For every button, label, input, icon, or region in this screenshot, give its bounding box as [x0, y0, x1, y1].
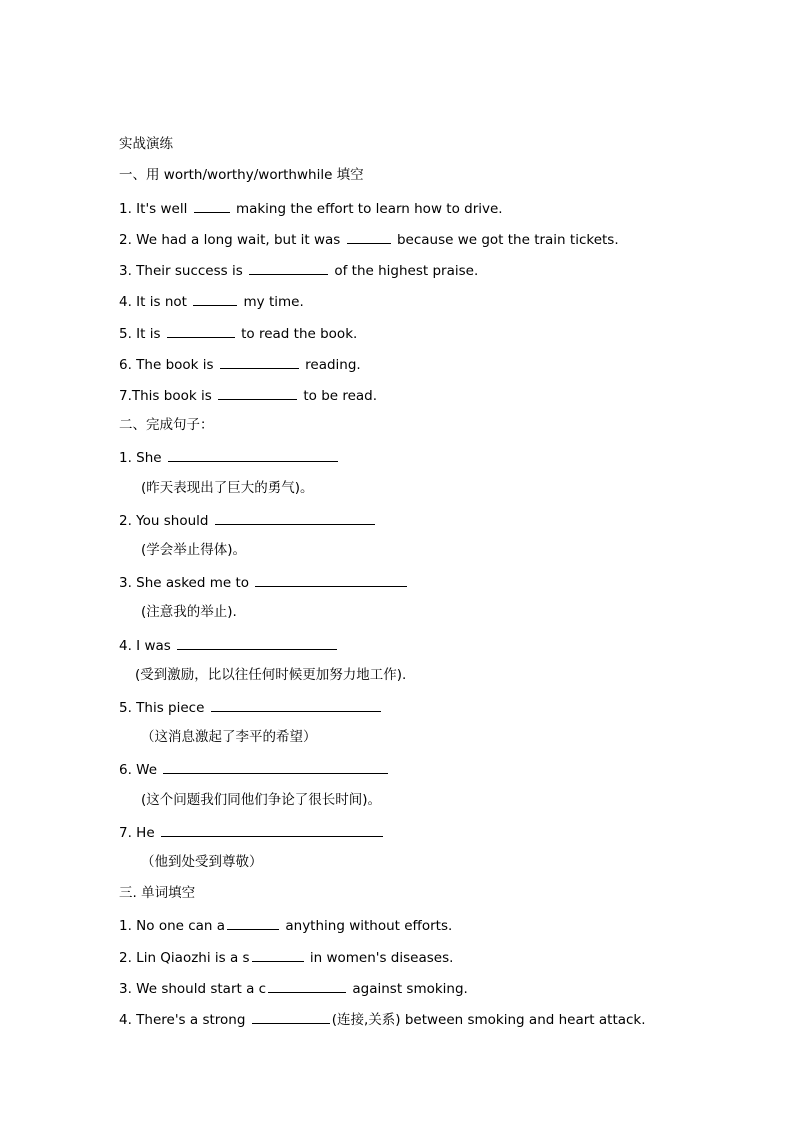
section2-item-2: [119, 510, 377, 530]
section3-item-2: [119, 947, 453, 967]
answer-blank[interactable]: [194, 198, 230, 213]
item-prompt: 5. This piece: [119, 700, 205, 716]
section1-item-7: [119, 385, 377, 405]
answer-blank[interactable]: [347, 229, 391, 244]
section2-item-5: [119, 697, 383, 717]
section2-item-3: [119, 572, 409, 592]
section2-item-4: [119, 635, 339, 655]
section3-heading: 三. 单词填空: [119, 885, 196, 901]
item-text-after: my time.: [243, 294, 304, 310]
item-text-after: (连接,关系) between smoking and heart attack.: [331, 1012, 646, 1028]
section2-hint-2: (学会举止得体)。: [141, 542, 247, 558]
item-text-after: because we got the train tickets.: [396, 232, 619, 248]
item-text-after: in women's diseases.: [309, 950, 454, 966]
item-prompt: 7. He: [119, 825, 155, 841]
item-text-before: 6. The book is: [119, 357, 214, 373]
answer-blank[interactable]: [220, 354, 299, 369]
section2-hint-3: (注意我的举止).: [141, 604, 237, 620]
answer-blank[interactable]: [215, 510, 375, 525]
section2-item-1: [119, 447, 340, 467]
item-text-after: of the highest praise.: [334, 263, 479, 279]
answer-blank[interactable]: [218, 385, 297, 400]
answer-blank[interactable]: [161, 822, 383, 837]
item-prompt: 1. She: [119, 450, 162, 466]
item-text-before: 1. No one can a: [119, 918, 226, 934]
item-text-before: 3. We should start a c: [119, 981, 267, 997]
answer-blank[interactable]: [255, 572, 407, 587]
item-text-before: 2. Lin Qiaozhi is a s: [119, 950, 250, 966]
item-text-before: 5. It is: [119, 326, 161, 342]
item-prompt: 4. I was: [119, 638, 171, 654]
section2-hint-1: (昨天表现出了巨大的勇气)。: [141, 480, 314, 496]
section2-hint-6: (这个问题我们同他们争论了很长时间)。: [141, 792, 382, 808]
answer-blank[interactable]: [227, 915, 279, 930]
item-text-after: against smoking.: [352, 981, 468, 997]
item-text-after: anything without efforts.: [285, 918, 453, 934]
item-prompt: 6. We: [119, 762, 158, 778]
answer-blank[interactable]: [252, 947, 304, 962]
answer-blank[interactable]: [249, 260, 328, 275]
section3-item-1: [119, 915, 452, 935]
item-text-before: 3. Their success is: [119, 263, 243, 279]
item-text-before: 4. It is not: [119, 294, 187, 310]
item-text-after: to read the book.: [241, 326, 358, 342]
section1-item-6: [119, 354, 361, 374]
page-title: 实战演练: [119, 136, 173, 152]
item-text-before: 2. We had a long wait, but it was: [119, 232, 341, 248]
section2-hint-4: (受到激励，比以往任何时候更加努力地工作).: [135, 667, 407, 683]
answer-blank[interactable]: [211, 697, 381, 712]
answer-blank[interactable]: [268, 978, 346, 993]
item-prompt: 2. You should: [119, 513, 209, 529]
item-text-before: 4. There's a strong: [119, 1012, 246, 1028]
item-text-after: reading.: [305, 357, 361, 373]
answer-blank[interactable]: [168, 447, 338, 462]
section3-item-4: [119, 1009, 646, 1029]
item-text-before: 7.This book is: [119, 388, 212, 404]
item-text-before: 1. It's well: [119, 201, 188, 217]
section2-item-7: [119, 822, 385, 842]
item-prompt: 3. She asked me to: [119, 575, 250, 591]
answer-blank[interactable]: [167, 323, 235, 338]
section1-item-3: [119, 260, 478, 280]
answer-blank[interactable]: [163, 759, 388, 774]
item-text-after: to be read.: [303, 388, 378, 404]
section2-hint-7: （他到处受到尊敬）: [141, 854, 263, 870]
section1-item-1: [119, 198, 503, 218]
section1-heading: 一、用 worth/worthy/worthwhile 填空: [119, 167, 364, 183]
section1-item-2: [119, 229, 619, 249]
section1-item-5: [119, 323, 357, 343]
section2-hint-5: （这消息激起了李平的希望）: [141, 729, 317, 745]
item-text-after: making the effort to learn how to drive.: [235, 201, 503, 217]
section3-item-3: [119, 978, 468, 998]
section2-heading: 二、完成句子：: [119, 417, 214, 433]
answer-blank[interactable]: [252, 1009, 330, 1024]
answer-blank[interactable]: [193, 291, 237, 306]
section2-item-6: [119, 759, 390, 779]
section1-item-4: [119, 291, 304, 311]
answer-blank[interactable]: [177, 635, 337, 650]
